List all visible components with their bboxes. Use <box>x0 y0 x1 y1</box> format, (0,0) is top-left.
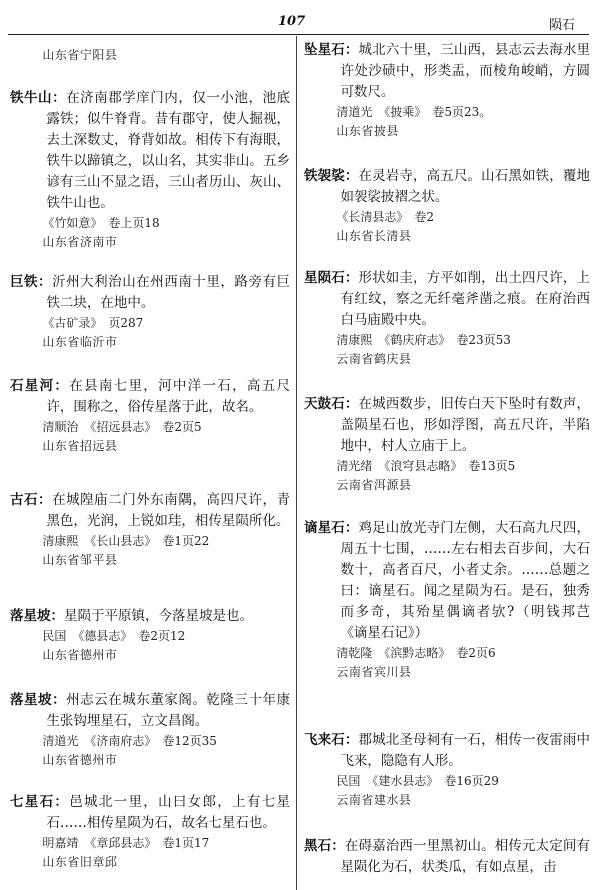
entry-location: 云南省洱源县 <box>336 478 412 492</box>
entry-text <box>10 792 290 834</box>
entry-text <box>304 268 590 331</box>
entry-source: 清康熙 《鹤庆府志》 卷23页53 <box>336 333 511 347</box>
entry-feilaishi <box>304 730 590 810</box>
entry-text <box>10 88 290 214</box>
entry-text <box>10 376 290 418</box>
entry-name: 天鼓石： <box>304 396 359 412</box>
entry-text <box>304 394 590 457</box>
entry-text <box>304 730 590 772</box>
entry-text <box>304 518 590 644</box>
entry-name: 铁袈裟： <box>304 168 359 184</box>
entry-source: 明嘉靖 《章邱县志》 卷1页17 <box>42 836 210 850</box>
entry-heishi <box>304 836 590 878</box>
entry-text <box>10 606 290 627</box>
page-number: 107 <box>278 14 306 29</box>
entry-body: 州志云在城东董家阁。乾隆三十年康生张钩埋星石，立文昌阁。 <box>46 692 291 729</box>
entry-location: 山东省临沂市 <box>42 335 118 349</box>
entry-source: 民国 《德县志》 卷2页12 <box>42 629 186 643</box>
entry-name: 落星坡： <box>10 692 67 708</box>
entry-jutie <box>10 272 290 352</box>
entry-body: 邑城北一里，山曰女郎，上有七星石……相传星陨为石，故名七星石也。 <box>46 794 291 831</box>
entry-zhexingshi <box>304 518 590 682</box>
entry-location: 山东省披县 <box>336 124 399 138</box>
entry-source: 《竹如意》 卷上页18 <box>42 216 160 230</box>
entry-location: 山东省招远县 <box>42 439 118 453</box>
entry-source: 清乾隆 《滨黔志略》 卷2页6 <box>336 646 496 660</box>
entry-source: 清光绪 《浪穹县志略》 卷13页5 <box>336 459 516 473</box>
entry-body: 在县南七里，河中洋一石，高五尺许，围称之，俗传星落于此，故名。 <box>46 378 291 415</box>
entry-source: 清道光 《济南府志》 卷12页35 <box>42 734 217 748</box>
entry-location: 云南省建水县 <box>336 793 412 807</box>
entry-gushi <box>10 490 290 570</box>
entry-continuation <box>10 46 290 65</box>
entry-location: 山东省德州市 <box>42 753 118 767</box>
entry-body: 沂州大利治山在州西南十里，路旁有巨铁二块，在地中。 <box>46 274 291 311</box>
entry-body: 星陨于平原镇，今落星坡是也。 <box>64 608 253 624</box>
entry-source: 清道光 《披乘》 卷5页23。 <box>336 105 492 119</box>
entry-body: 在碍嘉治西一里黑初山。相传元太定间有星陨化为石，状类瓜，有如点星，击 <box>340 838 590 875</box>
entry-name: 落星坡： <box>10 608 64 624</box>
entry-tiejiasha <box>304 166 590 246</box>
entry-location: 山东省邹平县 <box>42 553 118 567</box>
header-rule <box>8 34 589 35</box>
entry-name: 星陨石： <box>304 270 359 286</box>
entry-text <box>10 272 290 314</box>
entry-text <box>304 40 590 103</box>
entry-name: 巨铁： <box>10 274 53 290</box>
entry-shixinghe <box>10 376 290 456</box>
entry-xingyunshi <box>304 268 590 369</box>
entry-location: 山东省旧章邱 <box>42 855 118 869</box>
entry-name: 坠星石： <box>304 42 359 58</box>
entry-name: 谪星石： <box>304 520 359 536</box>
entry-source: 《古矿录》 页287 <box>42 316 144 330</box>
entry-body: 在灵岩寺，高五尺。山石黑如铁，覆地如袈裟披褶之状。 <box>340 168 590 205</box>
entry-qixingshi <box>10 792 290 872</box>
entry-name: 黑石： <box>304 838 345 854</box>
entry-body: 在济南郡学庠门内，仅一小池，池底露铁；似牛脊背。昔有郡守，使人掘视，去土深数丈，脊背如故。相传下有海眼，铁牛以蹄镇之，以山名，其实非山。五乡谚有三山不显之语，三山者历山、灰山、铁牛山也。 <box>46 90 291 211</box>
entry-text <box>10 690 290 732</box>
entry-source: 清顺治 《招远县志》 卷2页5 <box>42 420 202 434</box>
entry-name: 古石： <box>10 492 53 508</box>
entry-name: 石星河： <box>10 378 70 394</box>
entry-location: 山东省德州市 <box>42 648 118 662</box>
entry-location: 云南省鹤庆县 <box>336 352 412 366</box>
column-divider <box>296 36 297 890</box>
entry-source: 民国 《建水县志》 卷16页29 <box>336 774 499 788</box>
entry-location: 云南省宾川县 <box>336 665 412 679</box>
page-header <box>0 0 597 36</box>
entry-text <box>10 490 290 532</box>
entry-location: 山东省济南市 <box>42 235 118 249</box>
entry-text <box>304 166 590 208</box>
entry-name: 七星石： <box>10 794 70 810</box>
entry-location: 山东省宁阳县 <box>42 48 118 62</box>
entry-body: 形状如圭，方平如削，出土四尺许，上有红纹，察之无纤毫斧凿之痕。在府治西白马庙殿中央。 <box>340 270 590 328</box>
entry-body: 在城西数步，旧传白天下坠时有数声，盖陨星石也，形如浮图，高五尺许，半陷地中，村人立庙于上。 <box>340 396 590 454</box>
entry-name: 飞来石： <box>304 732 359 748</box>
entry-body: 郡城北圣母祠有一石，相传一夜雷雨中飞来，隐隐有人形。 <box>340 732 590 769</box>
entry-luoxingpo-1 <box>10 606 290 665</box>
entry-zhuixingshi <box>304 40 590 141</box>
entry-text <box>304 836 590 878</box>
entry-luoxingpo-2 <box>10 690 290 770</box>
entry-location: 山东省长清县 <box>336 229 412 243</box>
entry-body: 鸡足山放光寺门左侧，大石高九尺四，周五十七围，……左右相去百步间，大石数十，高者百尺，小者丈余。……总题之曰：谪星石。闻之星陨为石。是石，独秀而多奇，其殆星偶谪者欤?（明钱邦芑《谪星石记》） <box>340 520 590 641</box>
entry-body: 在城隍庙二门外东南隅，高四尺许，青黑色，光润，上锐如珪，相传星陨所化。 <box>46 492 291 529</box>
entry-body: 城北六十里，三山西，县志云去海水里许处沙碛中，形类盂，而棱角峻峭，方圆可数尺。 <box>340 42 590 100</box>
entry-tieniushan <box>10 88 290 252</box>
entry-tiangushi <box>304 394 590 495</box>
section-title: 陨石 <box>548 18 575 33</box>
entry-source: 清康熙 《长山县志》 卷1页22 <box>42 534 210 548</box>
entry-source: 《长清县志》 卷2 <box>336 210 435 224</box>
entry-name: 铁牛山： <box>10 90 67 106</box>
